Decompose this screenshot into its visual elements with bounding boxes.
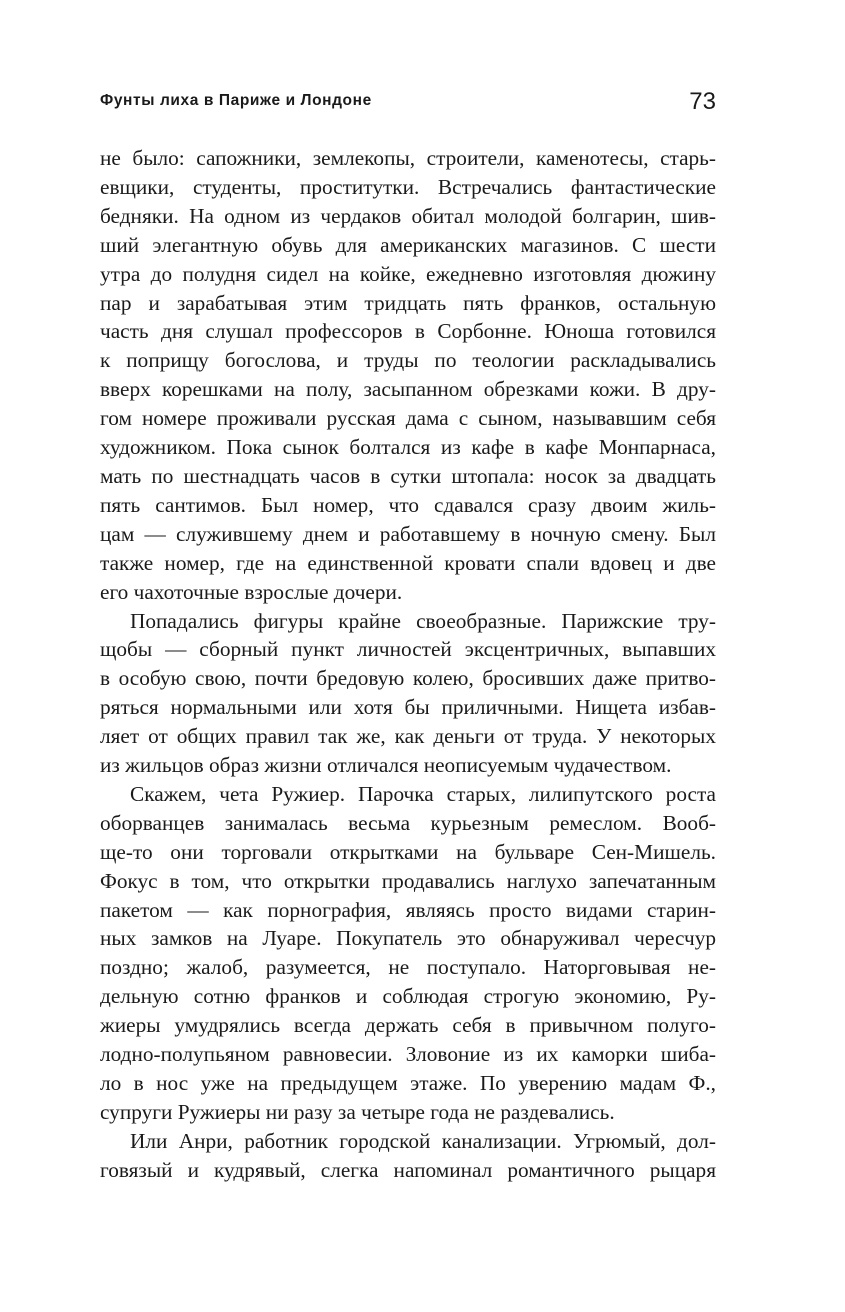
paragraph-first-line: Или Анри, работник городской канализации. Угрюмый, дол-	[130, 1128, 716, 1153]
text-line: пакетом — как порнография, являясь просто видами старин-	[100, 897, 716, 922]
page-number: 73	[689, 88, 716, 115]
text-line: ных замков на Луаре. Покупатель это обнаруживал чересчур	[100, 926, 716, 951]
text-line: пять сантимов. Был номер, что сдавался сразу двоим жиль-	[100, 492, 716, 517]
text-line: цам — служившему днем и работавшему в ночную смену. Был	[100, 521, 716, 546]
text-line: ряться нормальными или хотя бы приличными. Нищета избав-	[100, 695, 716, 720]
text-line: утра до полудня сидел на койке, ежедневно изготовляя дюжину	[100, 261, 716, 286]
text-line: говязый и кудрявый, слегка напоминал романтичного рыцаря	[100, 1157, 716, 1182]
running-head	[100, 88, 716, 118]
text-line: ший элегантную обувь для американских магазинов. С шести	[100, 232, 716, 257]
paragraph-last-line: его чахоточные взрослые дочери.	[100, 579, 403, 604]
text-line: мать по шестнадцать часов в сутки штопала: носок за двадцать	[100, 463, 716, 488]
text-line: бедняки. На одном из чердаков обитал молодой болгарин, шив-	[100, 203, 716, 228]
text-line: гом номере проживали русская дама с сыном, называвшим себя	[100, 406, 716, 431]
text-line: ло в нос уже на предыдущем этаже. По уверению мадам Ф.,	[100, 1071, 716, 1095]
paragraph-first-line: Скажем, чета Ружиер. Парочка старых, лилипутского роста	[130, 781, 716, 806]
running-title: Фунты лиха в Париже и Лондоне	[100, 92, 372, 109]
text-line: также номер, где на единственной кровати спали вдовец и две	[100, 550, 716, 575]
text-line: жиеры умудрялись всегда держать себя в привычном полуго-	[100, 1013, 716, 1038]
text-line: лодно-полупьяном равновесии. Зловоние из их каморки шиба-	[100, 1042, 716, 1067]
text-line: поздно; жалоб, разумеется, не поступало. Наторговывая не-	[100, 955, 716, 980]
paragraph-last-line: супруги Ружиеры ни разу за четыре года не раздевались.	[100, 1099, 615, 1124]
text-line: Фокус в том, что открытки продавались наглухо запечатанным	[100, 868, 716, 893]
text-line: ще-то они торговали открытками на бульваре Сен-Мишель.	[100, 839, 716, 864]
text-line: пар и зарабатывая этим тридцать пять франков, остальную	[100, 290, 716, 315]
text-line: к поприщу богослова, и труды по теологии раскладывались	[100, 348, 716, 373]
paragraph-last-line: из жильцов образ жизни отличался неописуемым чудачеством.	[100, 753, 672, 778]
text-line: дельную сотню франков и соблюдая строгую экономию, Ру-	[100, 984, 716, 1009]
body-text	[100, 144, 716, 1185]
text-line: часть дня слушал профессоров в Сорбонне. Юноша готовился	[100, 319, 716, 344]
text-line: щобы — сборный пункт личностей эксцентричных, выпавших	[100, 637, 716, 662]
text-line: в особую свою, почти бредовую колею, бросивших даже притво-	[100, 666, 716, 691]
text-line: вверх корешками на полу, засыпанном обрезками кожи. В дру-	[100, 377, 716, 402]
text-line: художником. Пока сынок болтался из кафе в кафе Монпарнаса,	[100, 435, 716, 460]
text-line: не было: сапожники, землекопы, строители, каменотесы, старь-	[100, 146, 716, 170]
text-line: евщики, студенты, проститутки. Встречались фантастические	[100, 174, 716, 199]
text-line: оборванцев занималась весьма курьезным ремеслом. Вооб-	[100, 810, 716, 835]
paragraph-first-line: Попадались фигуры крайне своеобразные. Парижские тру-	[130, 608, 716, 633]
text-line: ляет от общих правил так же, как деньги от труда. У некоторых	[100, 724, 716, 749]
